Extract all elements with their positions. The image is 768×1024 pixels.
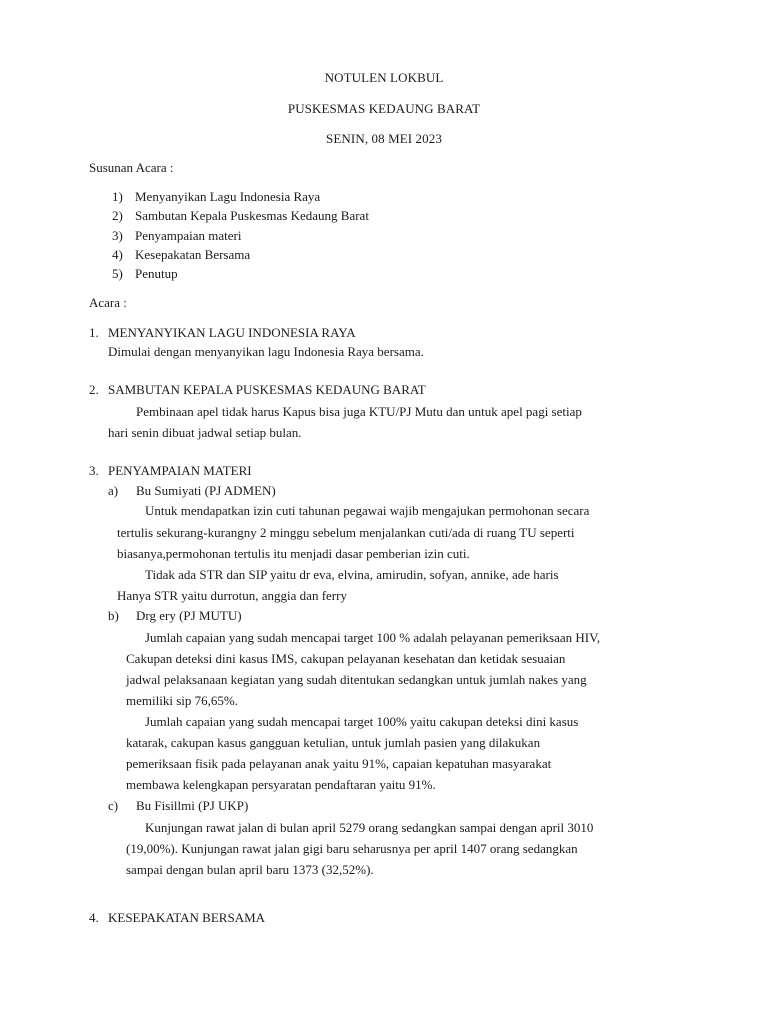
section-text: Pembinaan apel tidak harus Kapus bisa juga KTU/PJ Mutu dan untuk apel pagi setiap [136,404,582,419]
subsection-text: Jumlah capaian yang sudah mencapai target 100% yaitu cakupan deteksi dini kasus [145,714,579,729]
subsection-text: Untuk mendapatkan izin cuti tahunan pegawai wajib mengajukan permohonan secara [145,503,590,518]
agenda-label: Susunan Acara : [89,160,174,175]
section-number: 4. [89,910,99,925]
agenda-item-number: 5) [112,266,123,281]
section-number: 1. [89,325,99,340]
agenda-item-number: 4) [112,247,123,262]
section-heading: KESEPAKATAN BERSAMA [108,910,266,925]
subsection-text: membawa kelengkapan persyaratan pendaftaran yaitu 91%. [126,777,436,792]
document-title: NOTULEN LOKBUL [324,70,444,85]
subsection-text: Cakupan deteksi dini kasus IMS, cakupan pelayanan kesehatan dan ketidak sesuaian [126,651,566,666]
subsection-heading: Bu Fisillmi (PJ UKP) [136,798,249,813]
subsection-heading: Drg ery (PJ MUTU) [136,608,242,623]
agenda-item-text: Penyampaian materi [135,228,242,243]
subsection-text: memiliki sip 76,65%. [126,693,238,708]
section-heading: MENYANYIKAN LAGU INDONESIA RAYA [108,325,356,340]
subsection-number: c) [108,798,119,813]
subsection-text: katarak, cakupan kasus gangguan ketulian, untuk jumlah pasien yang dilakukan [126,735,541,750]
document-date: SENIN, 08 MEI 2023 [326,131,442,146]
document-subtitle: PUSKESMAS KEDAUNG BARAT [287,101,481,116]
section-text: hari senin dibuat jadwal setiap bulan. [108,425,302,440]
agenda-item-text: Kesepakatan Bersama [135,247,251,262]
subsection-text: Tidak ada STR dan SIP yaitu dr eva, elvina, amirudin, sofyan, annike, ade haris [145,567,559,582]
subsection-number: b) [108,608,119,623]
section-text: Dimulai dengan menyanyikan lagu Indonesia Raya bersama. [108,344,424,359]
acara-label: Acara : [89,295,127,310]
section-heading: PENYAMPAIAN MATERI [108,463,252,478]
subsection-text: Jumlah capaian yang sudah mencapai target 100 % adalah pelayanan pemeriksaan HIV, [145,630,601,645]
section-heading: SAMBUTAN KEPALA PUSKESMAS KEDAUNG BARAT [108,382,426,397]
subsection-text: (19,00%). Kunjungan rawat jalan gigi baru seharusnya per april 1407 orang sedangkan [126,841,578,856]
section-number: 2. [89,382,99,397]
subsection-text: jadwal pelaksanaan kegiatan yang sudah ditentukan sedangkan untuk jumlah nakes yang [126,672,587,687]
agenda-item-text: Penutup [135,266,178,281]
agenda-item-number: 3) [112,228,123,243]
subsection-text: tertulis sekurang-kurangny 2 minggu sebelum menjalankan cuti/ada di ruang TU seperti [117,525,575,540]
subsection-text: pemeriksaan fisik pada pelayanan anak yaitu 91%, capaian kepatuhan masyarakat [126,756,552,771]
subsection-text: biasanya,permohonan tertulis itu menjadi dasar pemberian izin cuti. [117,546,470,561]
agenda-item-number: 1) [112,189,123,204]
agenda-item-text: Sambutan Kepala Puskesmas Kedaung Barat [135,208,369,223]
subsection-text: sampai dengan bulan april baru 1373 (32,52%). [126,862,374,877]
subsection-number: a) [108,483,119,498]
agenda-item-text: Menyanyikan Lagu Indonesia Raya [135,189,321,204]
subsection-text: Kunjungan rawat jalan di bulan april 5279 orang sedangkan sampai dengan april 3010 [145,820,594,835]
subsection-text: Hanya STR yaitu durrotun, anggia dan ferry [117,588,347,603]
agenda-item-number: 2) [112,208,123,223]
section-number: 3. [89,463,99,478]
subsection-heading: Bu Sumiyati (PJ ADMEN) [136,483,276,498]
